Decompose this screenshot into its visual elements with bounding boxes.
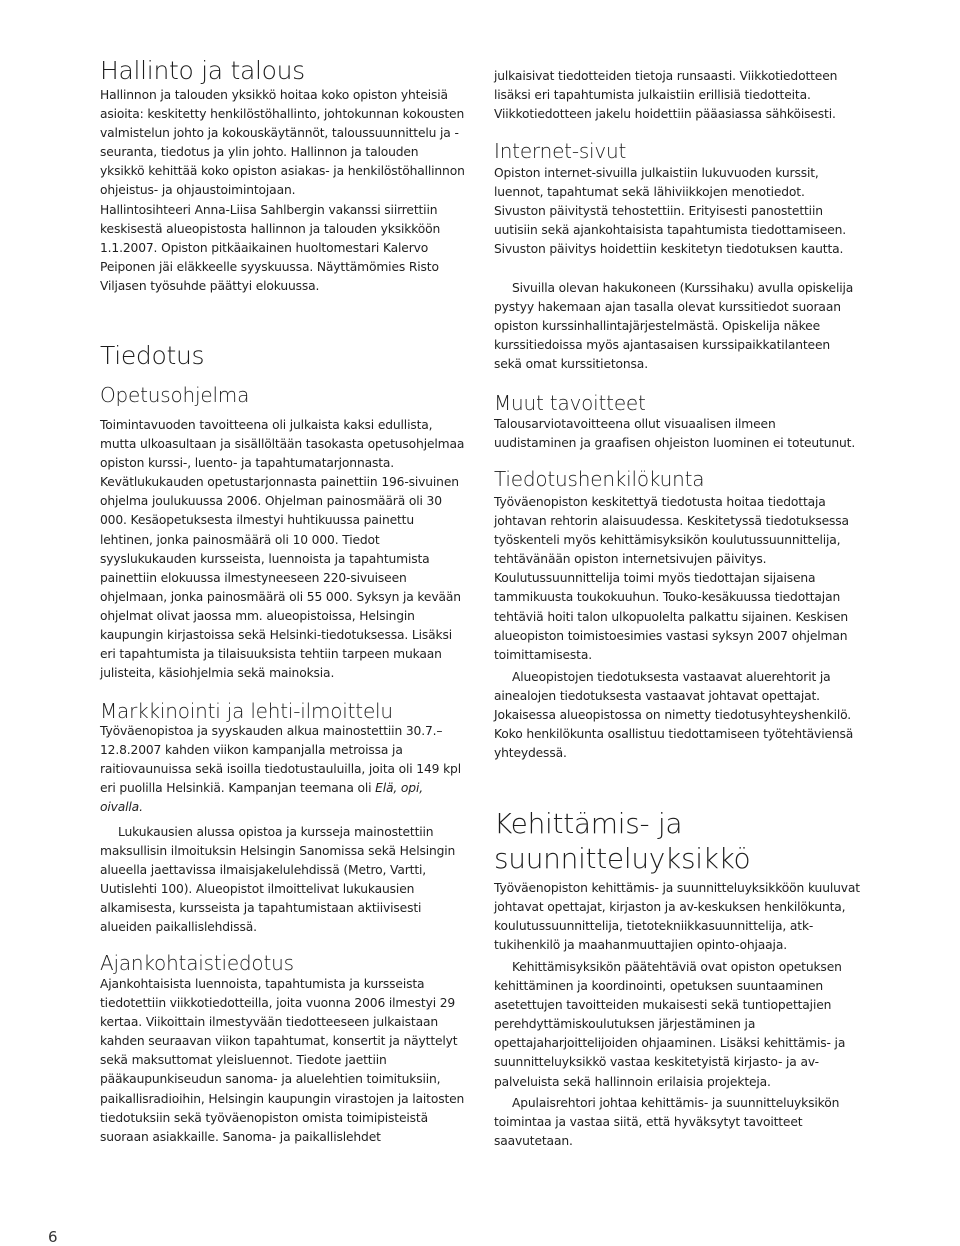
tiedotus-p1: Toimintavuoden tavoitteena oli julkaista kaksi edullista, mutta ulkoasultaan ja sisällöltään tasokasta opetusohjelmaa opiston kurssi-, luento- ja tapahtumatarjonnasta. Kevätlukukauden opetustarjonnasta painettiin 196-sivuinen ohjelma joulukuussa 2006. Ohjelman painosmäärä oli 30 000. Kesäopetuksesta ilmestyi huhtikuussa painettu lehtinen, jonka painosmäärä oli 10 000. Tiedot syyslukukauden kursseista, luennoista ja tapahtumista painettiin elokuussa ilmestyneeseen 220-sivuiseen ohjelmaan, jonka painosmäärä oli 55 000. Syksyn ja kevään ohjelmat olivat jaossa mm. alueopistoissa, Helsingin kaupungin kirjastoissa sekä Helsinki-tiedotuksessa. Lisäksi eri tapahtumista ja tilaisuuksista tehtiin tarpeen mukaan julisteita, käsiohjelmia sekä mainoksia. (100, 418, 465, 681)
heading-muut-tavoitteet: Muut tavoitteet (494, 391, 646, 415)
page-number: 6 (48, 1228, 58, 1246)
kampanja-teema: Elä, opi, oivalla. (100, 781, 423, 815)
kehittamis-p1: Työväenopiston kehittämis- ja suunnitteluyksikköön kuuluvat johtavat opettajat, kirjaston ja av-keskuksen henkilökunta, koulutussuunnittelija, tietotekniikkasuunnittelija, atk-tukihenkilö ja maahanmuuttajien opinto-ohjaaja. (494, 881, 860, 953)
heading-tiedotushenkilokunta: Tiedotushenkilökunta (494, 467, 705, 491)
ajankohtais-p1: Ajankohtaisista luennoista, tapahtumista ja kursseista tiedotettiin viikkotiedotteilla, joita vuonna 2006 ilmestyi 29 kertaa. Viikoittain ilmestyvään tiedotteeseen julkaistaan kahden seuraavan viikon tapahtumat, konsertit ja näyttelyt sekä maksuttomat yleisluennot. Tiedote jaettiin pääkaupunkiseudun sanoma- ja aluelehtien toimituksiin, paikallisradioihin, Helsingin kaupungin virastojen ja laitosten tiedotuksiin sekä työväenopiston omista toimipisteistä suoraan asiakkaille. Sanoma- ja paikallislehdet (100, 977, 465, 1144)
heading-opetusohjelma: Opetusohjelma (100, 383, 250, 407)
heading-ajankohtaistiedotus: Ajankohtaistiedotus (100, 951, 294, 975)
heading-hallinto: Hallinto ja talous (100, 56, 305, 85)
heading-kehittamis (494, 806, 750, 876)
heading-tiedotus: Tiedotus (100, 341, 205, 370)
internet-p2: Sivuilla olevan hakukoneen (Kurssihaku) avulla opiskelija pystyy hakemaan ajan tasalla olevat kurssitiedot suoraan opiston kurssinhallintajärjestelmästä. Opiskelija näkee kurssitiedoissa myös ajantasaisen kurssipaikkatilanteen sekä omat kurssitietonsa. (494, 281, 854, 372)
muut-p1: Talousarviotavoitteena ollut visuaalisen ilmeen uudistaminen ja graafisen ohjeiston luominen ei toteutunut. (494, 417, 856, 451)
markkinointi-p1-text: Työväenopistoa ja syyskauden alkua mainostettiin 30.7.–12.8.2007 kahden viikon kampanjalla metroissa ja raitiovaunuissa sekä isoilla tiedotustauluilla, joita oli 149 kpl eri puolilla Helsinkiä. Kampanjan teemana oli (100, 724, 461, 796)
hallinto-p1: Hallinnon ja talouden yksikkö hoitaa koko opiston yhteisiä asioita: keskitetty henkilöstöhallinto, johtokunnan kokousten valmistelun johto ja kokouskäytännöt, taloussuunnittelu ja -seuranta, tiedotus ja ylin johto. Hallinnon ja talouden yksikkö kehittää koko opiston asiakas- ja henkilöstöhallinnon ohjeistus- ja ohjaustoimintojaan. (100, 88, 465, 198)
kehittamis-p3: Apulaisrehtori johtaa kehittämis- ja suunnitteluyksikön toimintaa ja vastaa siitä, että hyväksytyt tavoitteet saavutetaan. (494, 1096, 840, 1149)
internet-p1: Opiston internet-sivuilla julkaistiin lukuvuoden kurssit, luennot, tapahtumat sekä lähiviikkojen menotiedot. Sivuston päivitystä tehostettiin. Erityisesti panostettiin uutisiin sekä ajankohtaisista tapahtumista tiedottamiseen. Sivuston päivitys hoidettiin keskitetyn tiedotuksen kautta. (494, 166, 847, 257)
heading-internet-sivut: Internet-sivut (494, 139, 627, 163)
markkinointi-p1 (100, 722, 466, 817)
tiedotushenkilo-p2: Alueopistojen tiedotuksesta vastaavat aluerehtorit ja ainealojen tiedotuksesta vastaavat johtavat opettajat. Jokaisessa alueopistossa on nimetty tiedotusyhteyshenkilö. Koko henkilökunta osallistuu tiedottamiseen työtehtäviensä yhteydessä. (494, 670, 854, 761)
ajankohtais-continued: julkaisivat tiedotteiden tietoja runsaasti. Viikkotiedotteen lisäksi eri tapahtumista julkaistiin erillisiä tiedotteita. Viikkotiedotteen jakelu hoidettiin pääasiassa sähköisesti. (494, 69, 838, 122)
heading-kehittamis-line2: suunnitteluyksikkö (494, 842, 751, 875)
kehittamis-p2: Kehittämisyksikön päätehtäviä ovat opiston opetuksen kehittäminen ja koordinointi, opetuksen suuntaaminen asetettujen tavoitteiden mukaisesti sekä tuntiopettajien perehdyttämiskoulutuksen järjestäminen ja opettajaharjoittelijoiden ohjaaminen. Lisäksi kehittämis- ja suunnitteluyksikkö vastaa keskitetyistä kirjasto- ja av-palveluista sekä hallinnoin erilaisia projekteja. (494, 960, 846, 1089)
tiedotushenkilo-p1: Työväenopiston keskitettyä tiedotusta hoitaa tiedottaja johtavan rehtorin alaisuudessa. Keskitetyssä tiedotuksessa työskenteli myös kehittämisyksikön koulutussuunnittelija, tehtävänään opiston internetsivujen päivitys. Koulutussuunnittelija toimi myös tiedottajan sijaisena tammikuusta toukokuuhun. Touko-kesäkuussa tiedottajan tehtäviä hoiti talon ulkopuolelta palkattu sijainen. Keskisen alueopiston toimistoesimies vastasi syksyn 2007 ohjelman toimittamisesta. (494, 495, 849, 662)
heading-markkinointi: Markkinointi ja lehti-ilmoittelu (100, 699, 393, 723)
hallinto-p2: Hallintosihteeri Anna-Liisa Sahlbergin vakanssi siirrettiin keskisestä alueopistosta hallinnon ja talouden yksikköön 1.1.2007. Opiston pitkäaikainen huoltomestari Kalervo Peiponen jäi eläkkeelle syyskuussa. Näyttämömies Risto Viljasen työsuhde päättyi elokuussa. (100, 203, 441, 294)
heading-kehittamis-line1: Kehittämis- ja (494, 807, 683, 840)
markkinointi-p2: Lukukausien alussa opistoa ja kursseja mainostettiin maksullisin ilmoituksin Helsingin Sanomissa sekä Helsingin alueella jaettavissa ilmaisjakelulehdissä (Metro, Vartti, Uutislehti 100). Alueopistot ilmoittelivat lukukausien alkamisesta, kursseista ja tapahtumistaan aktiivisesti alueiden paikallislehdissä. (100, 825, 456, 935)
